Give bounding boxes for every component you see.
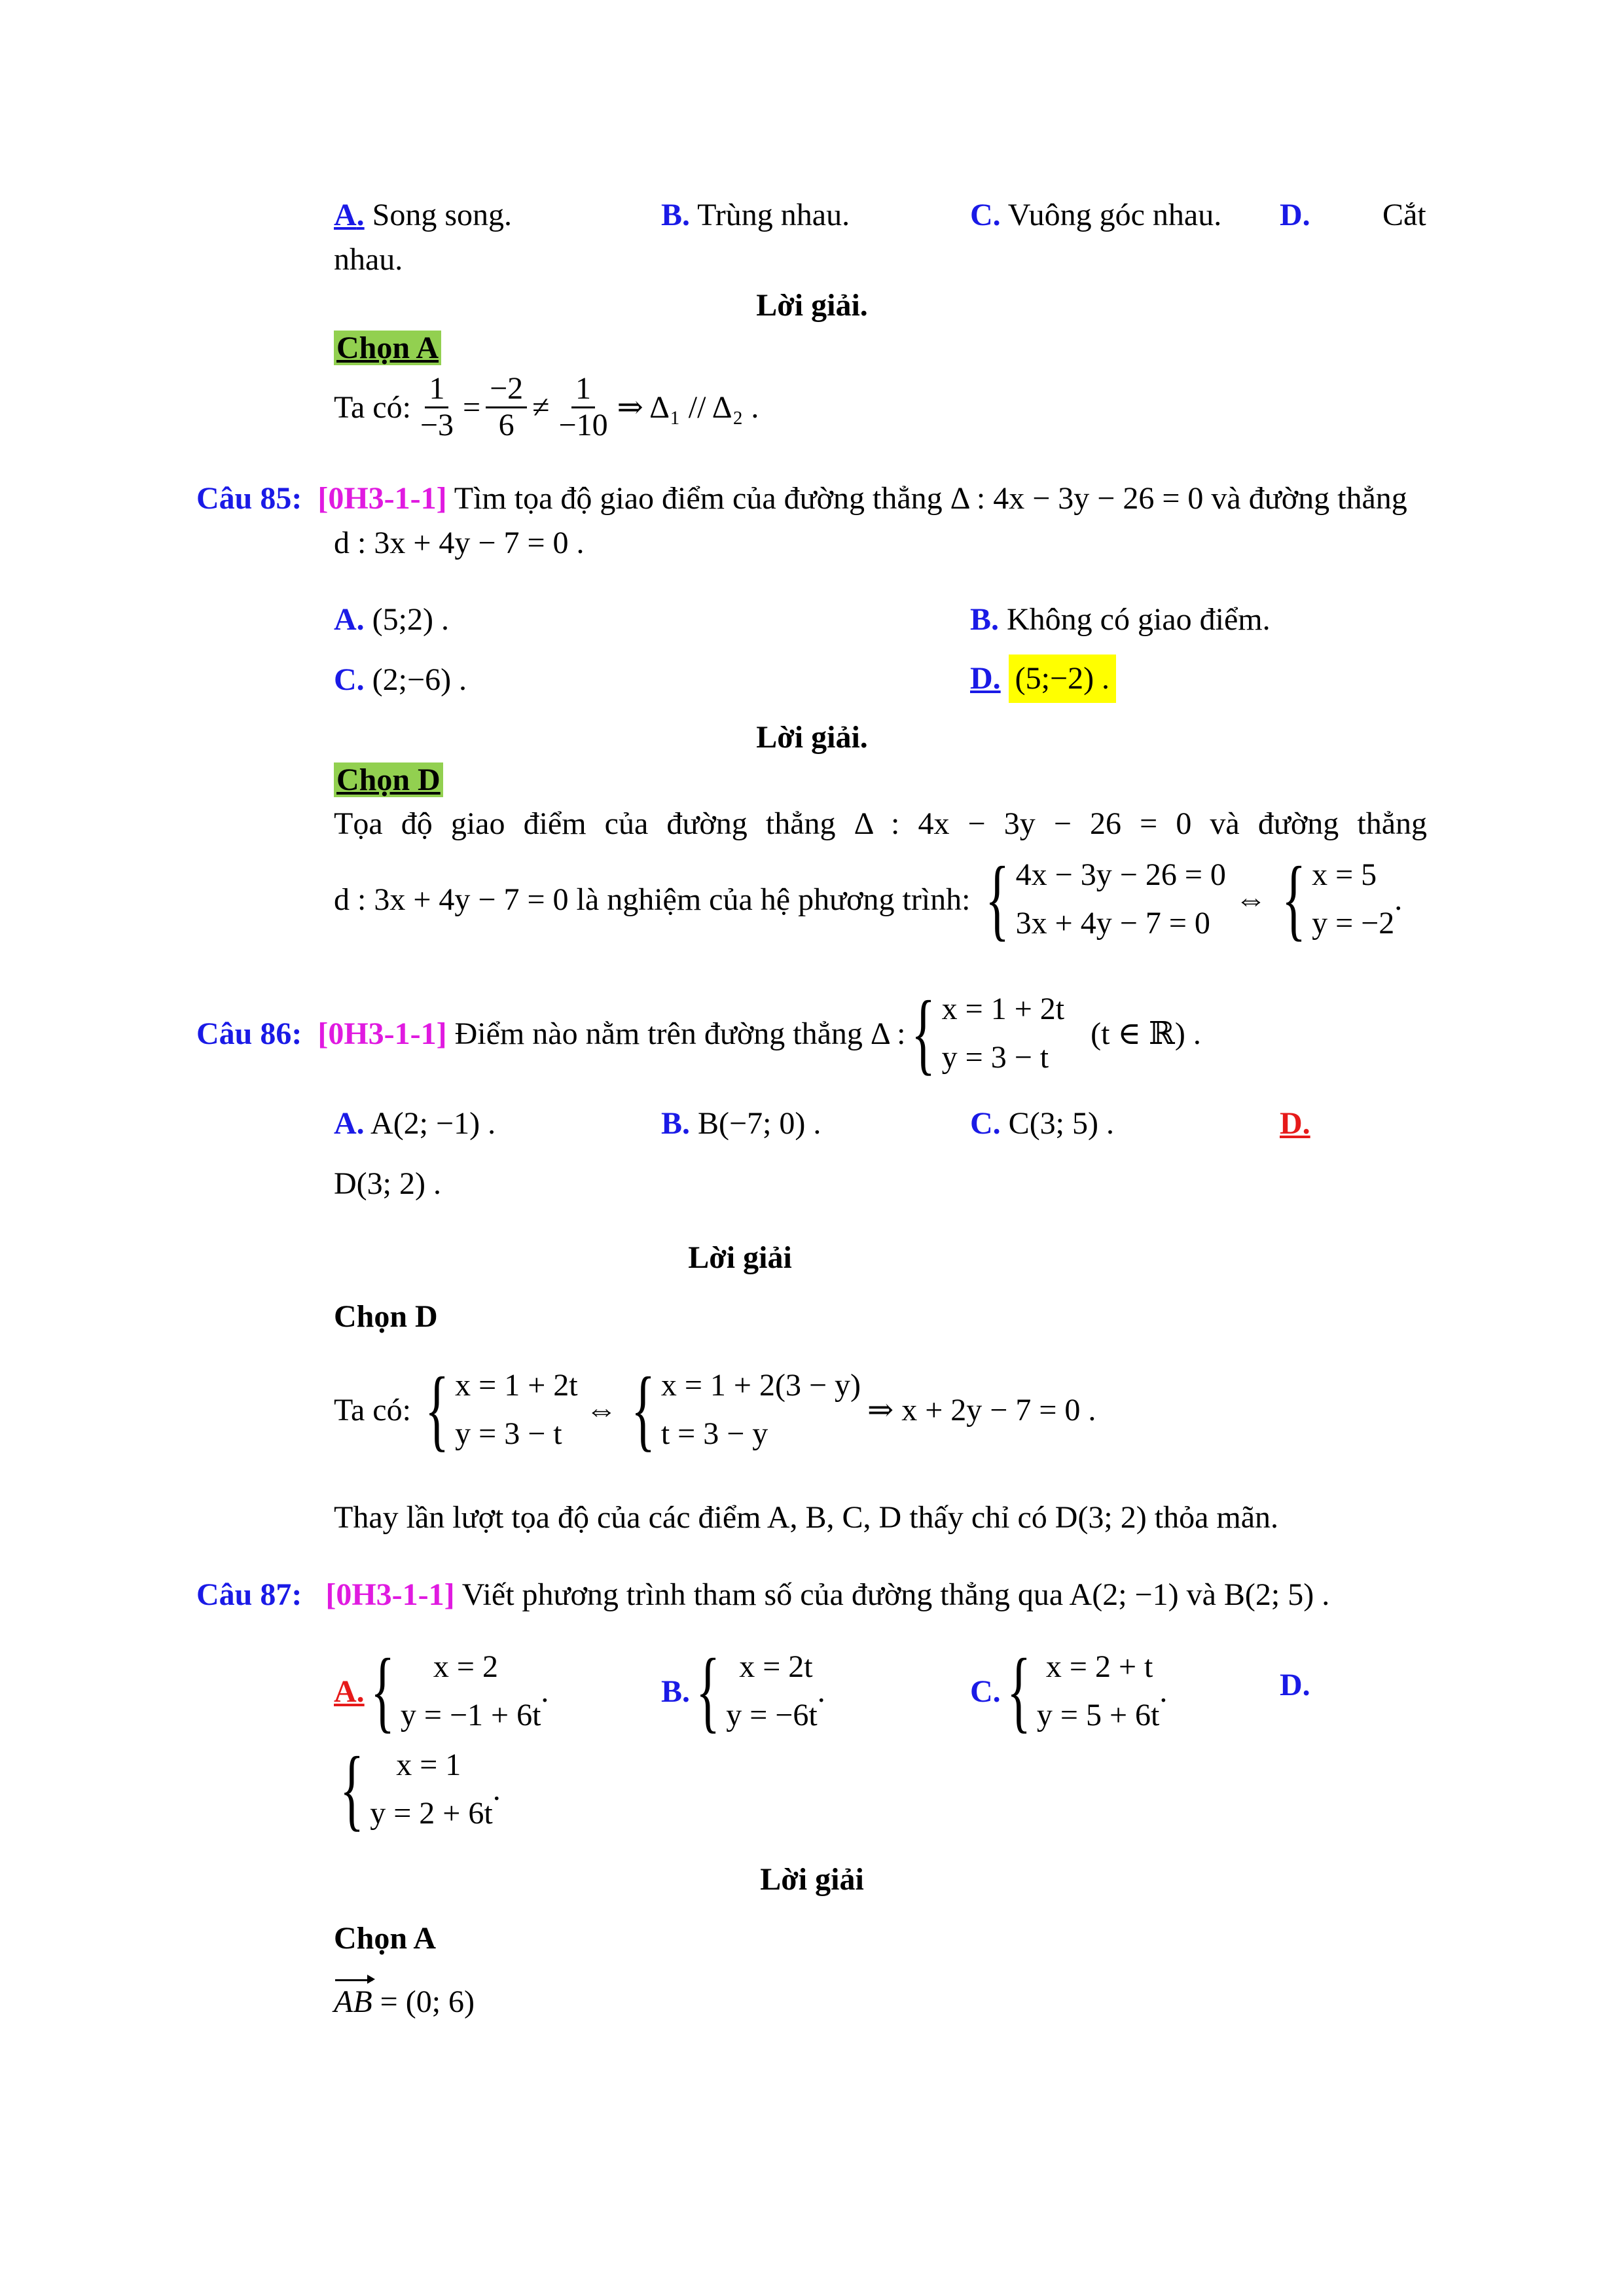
q87-option-d: D. xyxy=(1280,1668,1310,1702)
q85-system-2: { x = 5 y = −2 xyxy=(1282,848,1395,950)
q85-option-c: C. (2;−6) . xyxy=(334,662,467,697)
q86-solution: Ta có: { x = 1 + 2t y = 3 − t ⇔ { x = 1 + 2(3 − y) t = 3 − y ⇒ x + 2y − 7 = 0 . xyxy=(334,1359,1096,1461)
q85-option-a: A. (5;2) . xyxy=(334,602,449,637)
q86-solution-title: Lời giải xyxy=(688,1240,792,1275)
q84-option-d: D. xyxy=(1280,198,1310,232)
q86-option-d: D. xyxy=(1280,1106,1310,1141)
q84-computation: Ta có: $\frac{1}{-3}$ = $\frac{-2}{6}$ ≠ $\frac{1}{-10}$ ⇒ Δ₁ // Δ₂ . xyxy=(334,371,759,442)
q84-option-b: B. Trùng nhau. xyxy=(661,198,850,232)
q86-stem: Câu 86: [0H3-1-1] Điểm nào nằm trên đường thẳng Δ : { x = 1 + 2t y = 3 − t (t ∈ ℝ) . xyxy=(196,982,1201,1085)
q85-option-d: D. (5;−2) . xyxy=(970,655,1116,703)
q84-choose: Chọn A xyxy=(334,329,441,367)
q86-system: { x = 1 + 2t y = 3 − t xyxy=(911,982,1065,1085)
q85-stem: Câu 85: [0H3-1-1] Tìm tọa độ giao điểm của đường thẳng Δ : 4x − 3y − 26 = 0 và đường thẳng xyxy=(196,481,1407,516)
q84-option-a: A. Song song. xyxy=(334,198,513,232)
q85-answer-highlight: (5;−2) . xyxy=(1009,655,1116,703)
q86-sol-system-2: { x = 1 + 2(3 − y) t = 3 − y xyxy=(630,1359,861,1461)
q87-vector: AB = (0; 6) xyxy=(334,1983,475,2021)
q85-stem-cont: d : 3x + 4y − 7 = 0 . xyxy=(334,526,585,560)
q87-option-d-system-wrap: { x = 1 y = 2 + 6t . xyxy=(334,1741,501,1839)
q84-taco: Ta có: xyxy=(334,389,411,425)
q87-option-a: A. { x = 2 y = −1 + 6t . xyxy=(334,1640,549,1742)
q85-system-1: { 4x − 3y − 26 = 0 3x + 4y − 7 = 0 xyxy=(985,848,1226,950)
q85-solution-title: Lời giải. xyxy=(756,720,868,755)
q87-option-b: B. { x = 2t y = −6t . xyxy=(661,1640,825,1742)
q84-conclusion: ⇒ Δ₁ // Δ₂ . xyxy=(617,389,759,425)
q87-option-d-system: { x = 1 y = 2 + 6t xyxy=(340,1738,493,1840)
fraction-2: $\frac{-2}{6}$ xyxy=(486,372,527,443)
q85-choose: Chọn D xyxy=(334,761,443,799)
q86-option-d-text: D(3; 2) . xyxy=(334,1166,441,1201)
q85-solution-line1: Tọa độ giao điểm của đường thẳng Δ : 4x − 3y − 26 = 0 và đường thẳng xyxy=(334,806,1427,841)
q86-sol-system-1: { x = 1 + 2t y = 3 − t xyxy=(425,1359,578,1461)
q86-option-a: A. A(2; −1) . xyxy=(334,1106,496,1141)
q87-choose: Chọn A xyxy=(334,1921,437,1956)
q85-solution-line2: d : 3x + 4y − 7 = 0 là nghiệm của hệ phương trình: { 4x − 3y − 26 = 0 3x + 4y − 7 = 0 ⇔ { x = 5 y = −2 . xyxy=(334,848,1403,950)
q86-option-b: B. B(−7; 0) . xyxy=(661,1106,821,1141)
q87-option-b-system: { x = 2t y = −6t xyxy=(696,1640,818,1742)
fraction-1: $\frac{1}{-3}$ xyxy=(420,371,454,442)
q87-stem: Câu 87: [0H3-1-1] Viết phương trình tham số của đường thẳng qua A(2; −1) và B(2; 5) . xyxy=(196,1577,1330,1612)
q87-option-c: C. { x = 2 + t y = 5 + 6t . xyxy=(970,1640,1168,1742)
q86-final: Thay lần lượt tọa độ của các điểm A, B, C, D thấy chỉ có D(3; 2) thỏa mãn. xyxy=(334,1500,1279,1535)
q87-option-a-system: { x = 2 y = −1 + 6t xyxy=(370,1640,541,1742)
q87-solution-title: Lời giải xyxy=(760,1862,864,1897)
fraction-3: $\frac{1}{-10}$ xyxy=(558,371,608,442)
q85-option-b: B. Không có giao điểm. xyxy=(970,602,1271,637)
q84-option-d-text: Cắt xyxy=(1382,198,1426,232)
q87-option-c-system: { x = 2 + t y = 5 + 6t xyxy=(1006,1640,1160,1742)
q84-solution-title: Lời giải. xyxy=(756,288,868,323)
vector-ab: AB xyxy=(334,1983,372,2021)
q84-option-c: C. Vuông góc nhau. xyxy=(970,198,1222,232)
q84-option-d-text-cont: nhau. xyxy=(334,242,403,277)
q86-option-c: C. C(3; 5) . xyxy=(970,1106,1114,1141)
q86-choose: Chọn D xyxy=(334,1299,438,1334)
